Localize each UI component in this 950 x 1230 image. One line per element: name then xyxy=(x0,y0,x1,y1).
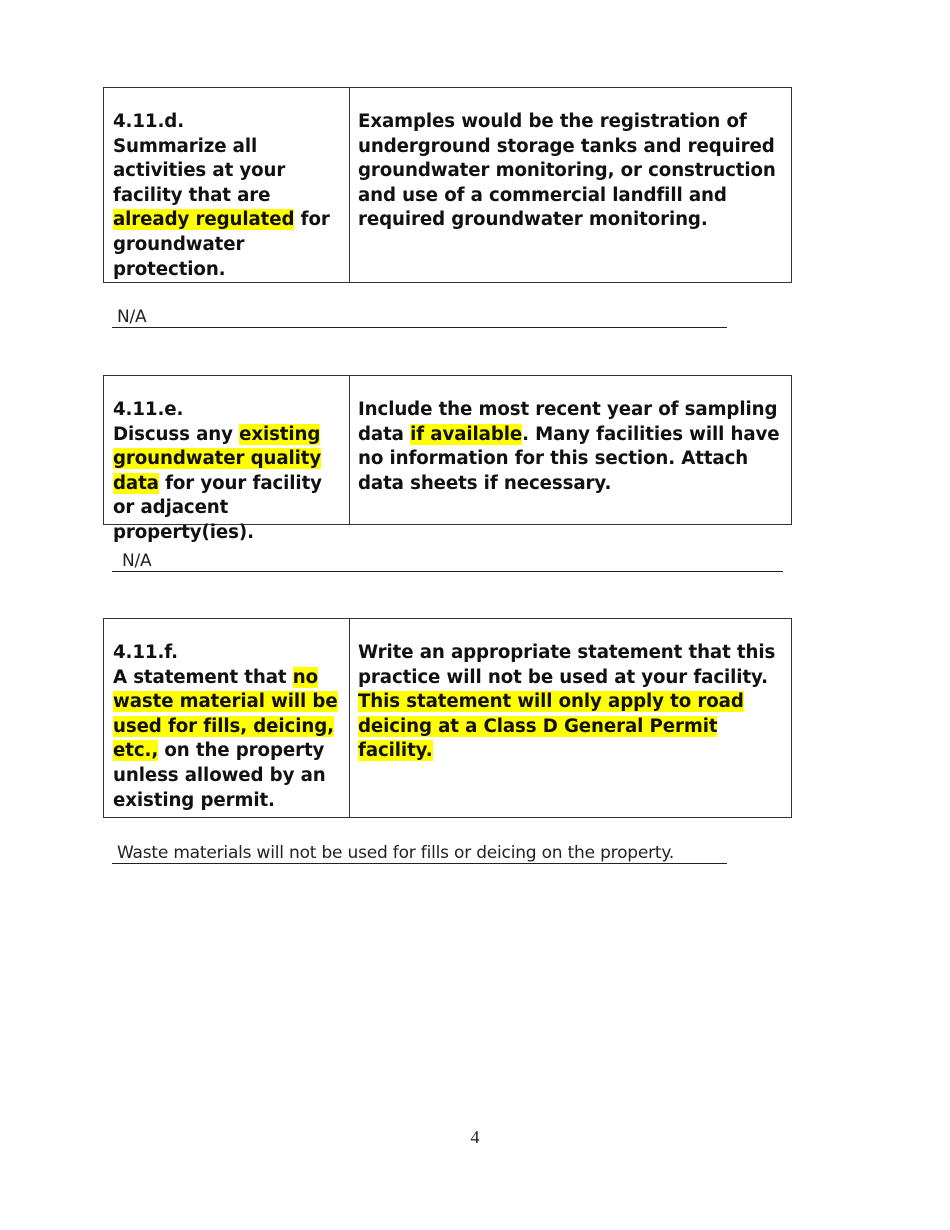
text-run: Write an appropriate statement that this practice will not be used at your facility. xyxy=(358,642,776,688)
highlighted-text: This statement will only apply to road deicing at a Class D General Permit facility. xyxy=(358,691,744,762)
text-run: on the property unless allowed by an existing permit. xyxy=(113,740,326,811)
question-cell xyxy=(104,619,350,817)
question-text xyxy=(113,666,341,814)
section-4-11-e-table xyxy=(103,375,792,543)
text-run: for your facility or adjacent property(ies). xyxy=(113,472,322,543)
section-id: 4.11.f. xyxy=(113,642,178,663)
answer-4-11-e[interactable]: N/A xyxy=(112,551,783,572)
text-run: Examples would be the registration of underground storage tanks and required groundwater monitoring, or construction and use of a commercial landfill and required groundwater monitoring. xyxy=(358,111,776,231)
text-run: Discuss any xyxy=(113,423,240,445)
question-text xyxy=(113,423,341,546)
guidance-text xyxy=(358,398,783,496)
section-id: 4.11.e. xyxy=(113,399,184,420)
guidance-cell xyxy=(350,619,791,817)
question-cell xyxy=(104,376,350,543)
guidance-cell xyxy=(350,88,791,282)
answer-4-11-f[interactable]: Waste materials will not be used for fills or deicing on the property. xyxy=(112,843,727,864)
guidance-text xyxy=(358,641,783,764)
text-run: for groundwater protection. xyxy=(113,209,330,280)
question-cell xyxy=(104,88,350,282)
highlighted-text: no waste material will be used for fills, deicing, etc., xyxy=(113,666,338,762)
guidance-cell xyxy=(350,376,791,524)
text-run: A statement that xyxy=(113,666,293,688)
section-4-11-f-table xyxy=(103,618,792,818)
section-4-11-d-table xyxy=(103,87,792,283)
answer-4-11-d[interactable]: N/A xyxy=(112,307,727,328)
page-number: 4 xyxy=(470,1127,480,1147)
highlighted-text: existing groundwater quality data xyxy=(113,423,322,494)
section-id: 4.11.d. xyxy=(113,111,185,132)
guidance-text xyxy=(358,110,783,233)
text-run: Include the most recent year of sampling data xyxy=(358,399,778,445)
text-run: . Many facilities will have no information for this section. Attach data sheets if necessary. xyxy=(358,423,780,494)
highlighted-text: already regulated xyxy=(113,209,295,231)
highlighted-text: if available xyxy=(410,423,523,445)
question-text xyxy=(113,135,341,283)
text-run: Summarize all activities at your facility that are xyxy=(113,135,286,206)
